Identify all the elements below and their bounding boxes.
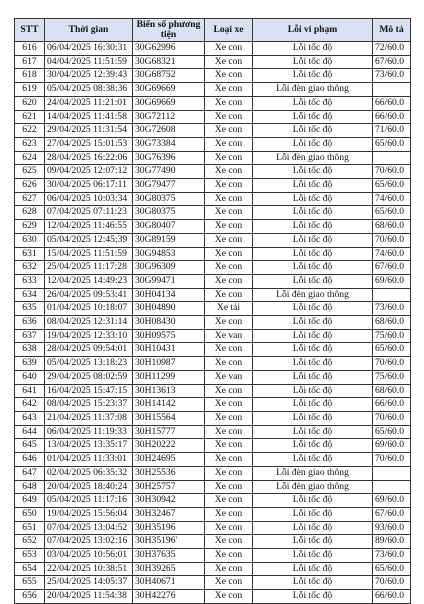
cell-desc: 67/60.0 (373, 55, 411, 69)
cell-stt: 656 (15, 590, 45, 604)
cell-time: 29/04/2025 08:02:59 (45, 370, 133, 384)
cell-desc: 74/60.0 (373, 192, 411, 206)
table-body (15, 42, 411, 604)
cell-time: 01/04/2025 10:18:07 (45, 302, 133, 316)
cell-violation: Lỗi tốc độ (253, 590, 373, 604)
cell-stt: 619 (15, 83, 45, 97)
table-row (15, 110, 411, 124)
cell-violation: Lỗi tốc độ (253, 247, 373, 261)
cell-stt: 634 (15, 288, 45, 302)
cell-stt: 635 (15, 302, 45, 316)
cell-time: 19/04/2025 12:33:10 (45, 329, 133, 343)
table-header-row (15, 19, 411, 42)
cell-desc: 67/60.0 (373, 507, 411, 521)
cell-time: 08/04/2025 12:31:14 (45, 316, 133, 330)
cell-desc: 65/60.0 (373, 206, 411, 220)
cell-plate: 30H42276 (133, 590, 205, 604)
cell-plate: 30H09575 (133, 329, 205, 343)
cell-type: Xe con (205, 466, 253, 480)
cell-plate: 30G77490 (133, 165, 205, 179)
table-row (15, 137, 411, 151)
cell-plate: 30G89159 (133, 233, 205, 247)
cell-desc: 65/60.0 (373, 179, 411, 193)
cell-plate: 30G69669 (133, 96, 205, 110)
cell-plate: 30H35196 (133, 521, 205, 535)
table-row (15, 370, 411, 384)
cell-plate: 30H15777 (133, 425, 205, 439)
table-row (15, 220, 411, 234)
table-row (15, 165, 411, 179)
cell-violation: Lỗi tốc độ (253, 192, 373, 206)
cell-plate: 30H10987 (133, 357, 205, 371)
cell-plate: 30G62996 (133, 42, 205, 56)
cell-type: Xe con (205, 233, 253, 247)
cell-time: 04/04/2025 11:51:59 (45, 55, 133, 69)
cell-plate: 30H08430 (133, 316, 205, 330)
cell-type: Xe con (205, 535, 253, 549)
cell-stt: 617 (15, 55, 45, 69)
cell-desc: 70/60.0 (373, 357, 411, 371)
cell-violation: Lỗi tốc độ (253, 384, 373, 398)
table-row (15, 261, 411, 275)
cell-violation: Lỗi tốc độ (253, 535, 373, 549)
cell-violation: Lỗi tốc độ (253, 411, 373, 425)
table-row (15, 69, 411, 83)
cell-violation: Lỗi tốc độ (253, 42, 373, 56)
cell-violation: Lỗi tốc độ (253, 549, 373, 563)
cell-time: 29/04/2025 11:31:54 (45, 124, 133, 138)
cell-desc: 70/60.0 (373, 453, 411, 467)
cell-violation: Lỗi tốc độ (253, 55, 373, 69)
cell-desc (373, 480, 411, 494)
cell-violation: Lỗi tốc độ (253, 521, 373, 535)
table-row (15, 124, 411, 138)
cell-time: 28/04/2025 09:54:01 (45, 343, 133, 357)
cell-time: 05/04/2025 08:38:36 (45, 83, 133, 97)
cell-type: Xe con (205, 261, 253, 275)
cell-violation: Lỗi tốc độ (253, 439, 373, 453)
header-desc: Mô tả (373, 19, 411, 42)
cell-type: Xe con (205, 507, 253, 521)
table-row (15, 247, 411, 261)
cell-type: Xe con (205, 247, 253, 261)
cell-type: Xe con (205, 124, 253, 138)
cell-time: 16/04/2025 15:47:15 (45, 384, 133, 398)
cell-desc (373, 151, 411, 165)
cell-stt: 627 (15, 192, 45, 206)
cell-plate: 30H10431 (133, 343, 205, 357)
table-row (15, 590, 411, 604)
cell-time: 05/04/2025 13:18:23 (45, 357, 133, 371)
table-row (15, 179, 411, 193)
cell-stt: 650 (15, 507, 45, 521)
cell-plate: 30H20222 (133, 439, 205, 453)
cell-time: 05/04/2025 11:17:16 (45, 494, 133, 508)
cell-time: 07/04/2025 07:11:23 (45, 206, 133, 220)
cell-time: 25/04/2025 14:05:37 (45, 576, 133, 590)
table-row (15, 398, 411, 412)
cell-type: Xe con (205, 151, 253, 165)
table-row (15, 329, 411, 343)
cell-desc: 72/60.0 (373, 42, 411, 56)
cell-time: 14/04/2025 11:41:58 (45, 110, 133, 124)
cell-desc: 65/60.0 (373, 562, 411, 576)
cell-type: Xe con (205, 494, 253, 508)
table-row (15, 302, 411, 316)
cell-violation: Lỗi tốc độ (253, 494, 373, 508)
cell-desc: 68/60.0 (373, 384, 411, 398)
cell-plate: 30H04134 (133, 288, 205, 302)
table-row (15, 507, 411, 521)
cell-stt: 618 (15, 69, 45, 83)
cell-plate: 30G80375 (133, 192, 205, 206)
cell-desc: 71/60.0 (373, 124, 411, 138)
cell-stt: 639 (15, 357, 45, 371)
cell-type: Xe con (205, 42, 253, 56)
cell-violation: Lỗi đèn giao thông (253, 480, 373, 494)
cell-stt: 637 (15, 329, 45, 343)
cell-desc: 93/60.0 (373, 521, 411, 535)
cell-type: Xe van (205, 329, 253, 343)
cell-stt: 622 (15, 124, 45, 138)
cell-desc: 70/60.0 (373, 165, 411, 179)
cell-stt: 640 (15, 370, 45, 384)
cell-type: Xe con (205, 576, 253, 590)
cell-type: Xe con (205, 549, 253, 563)
cell-plate: 30H25536 (133, 466, 205, 480)
cell-stt: 638 (15, 343, 45, 357)
cell-violation: Lỗi tốc độ (253, 110, 373, 124)
cell-violation: Lỗi tốc độ (253, 316, 373, 330)
cell-stt: 625 (15, 165, 45, 179)
cell-stt: 630 (15, 233, 45, 247)
cell-type: Xe van (205, 370, 253, 384)
table-row (15, 206, 411, 220)
cell-violation: Lỗi tốc độ (253, 165, 373, 179)
table-row (15, 480, 411, 494)
cell-desc: 65/60.0 (373, 343, 411, 357)
table-row (15, 453, 411, 467)
cell-type: Xe con (205, 411, 253, 425)
cell-plate: 30G76396 (133, 151, 205, 165)
cell-plate: 30G68321 (133, 55, 205, 69)
table-row (15, 316, 411, 330)
cell-desc: 69/60.0 (373, 494, 411, 508)
cell-type: Xe con (205, 343, 253, 357)
cell-violation: Lỗi tốc độ (253, 453, 373, 467)
cell-time: 09/04/2025 12:07:12 (45, 165, 133, 179)
cell-plate: 30G94853 (133, 247, 205, 261)
cell-type: Xe con (205, 398, 253, 412)
cell-violation: Lỗi đèn giao thông (253, 288, 373, 302)
cell-type: Xe con (205, 288, 253, 302)
cell-time: 01/04/2025 11:33:01 (45, 453, 133, 467)
cell-time: 20/04/2025 11:54:38 (45, 590, 133, 604)
cell-stt: 626 (15, 179, 45, 193)
cell-time: 27/04/2025 15:01:53 (45, 137, 133, 151)
cell-time: 05/04/2025 12:45:39 (45, 233, 133, 247)
table-row (15, 535, 411, 549)
cell-desc (373, 83, 411, 97)
cell-plate: 30H32467 (133, 507, 205, 521)
table-row (15, 466, 411, 480)
cell-violation: Lỗi tốc độ (253, 179, 373, 193)
table-row (15, 576, 411, 590)
table-row (15, 192, 411, 206)
cell-stt: 629 (15, 220, 45, 234)
cell-time: 08/04/2025 15:23:37 (45, 398, 133, 412)
cell-type: Xe con (205, 192, 253, 206)
cell-stt: 633 (15, 274, 45, 288)
cell-desc: 73/60.0 (373, 302, 411, 316)
cell-desc: 66/60.0 (373, 96, 411, 110)
cell-type: Xe con (205, 220, 253, 234)
cell-type: Xe con (205, 55, 253, 69)
cell-time: 30/04/2025 06:17:11 (45, 179, 133, 193)
cell-violation: Lỗi tốc độ (253, 69, 373, 83)
cell-desc: 70/60.0 (373, 576, 411, 590)
cell-time: 26/04/2025 09:53:41 (45, 288, 133, 302)
cell-stt: 644 (15, 425, 45, 439)
cell-plate: 30H30942 (133, 494, 205, 508)
cell-stt: 631 (15, 247, 45, 261)
table-row (15, 425, 411, 439)
cell-time: 19/04/2025 15:56:04 (45, 507, 133, 521)
cell-stt: 649 (15, 494, 45, 508)
cell-type: Xe con (205, 179, 253, 193)
cell-desc: 74/60.0 (373, 247, 411, 261)
cell-desc: 67/60.0 (373, 261, 411, 275)
table-row (15, 96, 411, 110)
violations-table (14, 18, 411, 604)
cell-stt: 636 (15, 316, 45, 330)
cell-violation: Lỗi tốc độ (253, 398, 373, 412)
cell-desc: 73/60.0 (373, 69, 411, 83)
table-row (15, 439, 411, 453)
cell-violation: Lỗi tốc độ (253, 206, 373, 220)
cell-stt: 646 (15, 453, 45, 467)
cell-plate: 30H35196' (133, 535, 205, 549)
cell-desc: 66/60.0 (373, 398, 411, 412)
cell-violation: Lỗi tốc độ (253, 137, 373, 151)
cell-plate: 30G96309 (133, 261, 205, 275)
cell-violation: Lỗi tốc độ (253, 96, 373, 110)
table-row (15, 357, 411, 371)
cell-violation: Lỗi tốc độ (253, 233, 373, 247)
cell-time: 02/04/2025 06:35:32 (45, 466, 133, 480)
cell-violation: Lỗi tốc độ (253, 370, 373, 384)
cell-desc: 65/60.0 (373, 137, 411, 151)
header-time: Thời gian (45, 19, 133, 42)
cell-plate: 30G99471 (133, 274, 205, 288)
cell-violation: Lỗi tốc độ (253, 562, 373, 576)
cell-desc (373, 466, 411, 480)
cell-type: Xe con (205, 165, 253, 179)
cell-violation: Lỗi tốc độ (253, 425, 373, 439)
cell-stt: 616 (15, 42, 45, 56)
cell-type: Xe con (205, 274, 253, 288)
cell-plate: 30H25757 (133, 480, 205, 494)
cell-plate: 30H39265 (133, 562, 205, 576)
cell-violation: Lỗi đèn giao thông (253, 466, 373, 480)
table-row (15, 55, 411, 69)
cell-plate: 30G68752 (133, 69, 205, 83)
cell-type: Xe con (205, 96, 253, 110)
table-row (15, 411, 411, 425)
cell-time: 13/04/2025 13:35:17 (45, 439, 133, 453)
cell-violation: Lỗi tốc độ (253, 220, 373, 234)
cell-time: 28/04/2025 16:22:06 (45, 151, 133, 165)
cell-plate: 30G72608 (133, 124, 205, 138)
cell-time: 15/04/2025 11:51:59 (45, 247, 133, 261)
header-type: Loại xe (205, 19, 253, 42)
cell-type: Xe con (205, 316, 253, 330)
cell-type: Xe con (205, 69, 253, 83)
cell-stt: 621 (15, 110, 45, 124)
cell-violation: Lỗi tốc độ (253, 357, 373, 371)
cell-time: 07/04/2025 13:04:52 (45, 521, 133, 535)
cell-stt: 641 (15, 384, 45, 398)
cell-type: Xe con (205, 453, 253, 467)
cell-stt: 628 (15, 206, 45, 220)
cell-desc: 69/60.0 (373, 274, 411, 288)
cell-type: Xe con (205, 384, 253, 398)
cell-desc: 89/60.0 (373, 535, 411, 549)
cell-stt: 648 (15, 480, 45, 494)
cell-plate: 30H37635 (133, 549, 205, 563)
cell-plate: 30G80407 (133, 220, 205, 234)
cell-type: Xe con (205, 562, 253, 576)
cell-time: 22/04/2025 10:38:51 (45, 562, 133, 576)
cell-desc: 70/60.0 (373, 233, 411, 247)
cell-time: 12/04/2025 14:49:23 (45, 274, 133, 288)
cell-stt: 645 (15, 439, 45, 453)
cell-type: Xe con (205, 206, 253, 220)
cell-plate: 30G80375 (133, 206, 205, 220)
cell-violation: Lỗi đèn giao thông (253, 83, 373, 97)
cell-violation: Lỗi tốc độ (253, 124, 373, 138)
cell-plate: 30H14142 (133, 398, 205, 412)
cell-stt: 642 (15, 398, 45, 412)
cell-plate: 30H13613 (133, 384, 205, 398)
cell-plate: 30H15564 (133, 411, 205, 425)
cell-desc: 68/60.0 (373, 220, 411, 234)
table-row (15, 343, 411, 357)
cell-type: Xe con (205, 83, 253, 97)
cell-stt: 623 (15, 137, 45, 151)
table-row (15, 549, 411, 563)
cell-stt: 643 (15, 411, 45, 425)
cell-violation: Lỗi tốc độ (253, 274, 373, 288)
table-row (15, 494, 411, 508)
cell-plate: 30H11299 (133, 370, 205, 384)
cell-plate: 30G79477 (133, 179, 205, 193)
table-row (15, 151, 411, 165)
cell-stt: 632 (15, 261, 45, 275)
cell-violation: Lỗi tốc độ (253, 261, 373, 275)
cell-stt: 624 (15, 151, 45, 165)
cell-plate: 30G73384 (133, 137, 205, 151)
table-row (15, 384, 411, 398)
table-row (15, 521, 411, 535)
cell-time: 21/04/2025 11:37:08 (45, 411, 133, 425)
cell-type: Xe con (205, 110, 253, 124)
cell-stt: 652 (15, 535, 45, 549)
cell-type: Xe con (205, 137, 253, 151)
table-row (15, 274, 411, 288)
table-row (15, 288, 411, 302)
cell-type: Xe tải (205, 302, 253, 316)
cell-stt: 647 (15, 466, 45, 480)
cell-time: 06/04/2025 11:19:33 (45, 425, 133, 439)
cell-time: 06/04/2025 16:30:31 (45, 42, 133, 56)
cell-time: 12/04/2025 11:46:55 (45, 220, 133, 234)
cell-desc: 65/60.0 (373, 425, 411, 439)
cell-plate: 30H40671 (133, 576, 205, 590)
table-row (15, 233, 411, 247)
cell-type: Xe con (205, 521, 253, 535)
cell-time: 06/04/2025 10:03:34 (45, 192, 133, 206)
cell-plate: 30H24695 (133, 453, 205, 467)
cell-plate: 30G72112 (133, 110, 205, 124)
cell-desc: 73/60.0 (373, 549, 411, 563)
cell-type: Xe con (205, 590, 253, 604)
cell-desc (373, 288, 411, 302)
cell-desc: 75/60.0 (373, 370, 411, 384)
header-stt: STT (15, 19, 45, 42)
cell-violation: Lỗi tốc độ (253, 302, 373, 316)
cell-violation: Lỗi tốc độ (253, 329, 373, 343)
cell-stt: 653 (15, 549, 45, 563)
cell-desc: 66/60.0 (373, 110, 411, 124)
cell-time: 24/04/2025 11:21:01 (45, 96, 133, 110)
cell-violation: Lỗi đèn giao thông (253, 151, 373, 165)
header-violation: Lỗi vi phạm (253, 19, 373, 42)
cell-violation: Lỗi tốc độ (253, 343, 373, 357)
cell-type: Xe con (205, 439, 253, 453)
cell-time: 30/04/2025 12:39:43 (45, 69, 133, 83)
cell-desc: 69/60.0 (373, 439, 411, 453)
cell-stt: 651 (15, 521, 45, 535)
cell-desc: 66/60.0 (373, 590, 411, 604)
cell-stt: 620 (15, 96, 45, 110)
cell-type: Xe con (205, 480, 253, 494)
cell-type: Xe con (205, 425, 253, 439)
cell-violation: Lỗi tốc độ (253, 507, 373, 521)
cell-desc: 68/60.0 (373, 316, 411, 330)
table-row (15, 83, 411, 97)
cell-desc: 70/60.0 (373, 411, 411, 425)
cell-stt: 654 (15, 562, 45, 576)
cell-time: 07/04/2025 13:02:16 (45, 535, 133, 549)
cell-type: Xe con (205, 357, 253, 371)
header-plate: Biển số phương tiện (133, 19, 205, 42)
cell-time: 03/04/2025 10:56:01 (45, 549, 133, 563)
cell-violation: Lỗi tốc độ (253, 576, 373, 590)
cell-time: 25/04/2025 11:17:28 (45, 261, 133, 275)
cell-time: 20/04/2025 18:40:24 (45, 480, 133, 494)
table-row (15, 42, 411, 56)
table-row (15, 562, 411, 576)
cell-plate: 30H04890 (133, 302, 205, 316)
cell-plate: 30G69669 (133, 83, 205, 97)
cell-desc: 75/60.0 (373, 329, 411, 343)
cell-stt: 655 (15, 576, 45, 590)
